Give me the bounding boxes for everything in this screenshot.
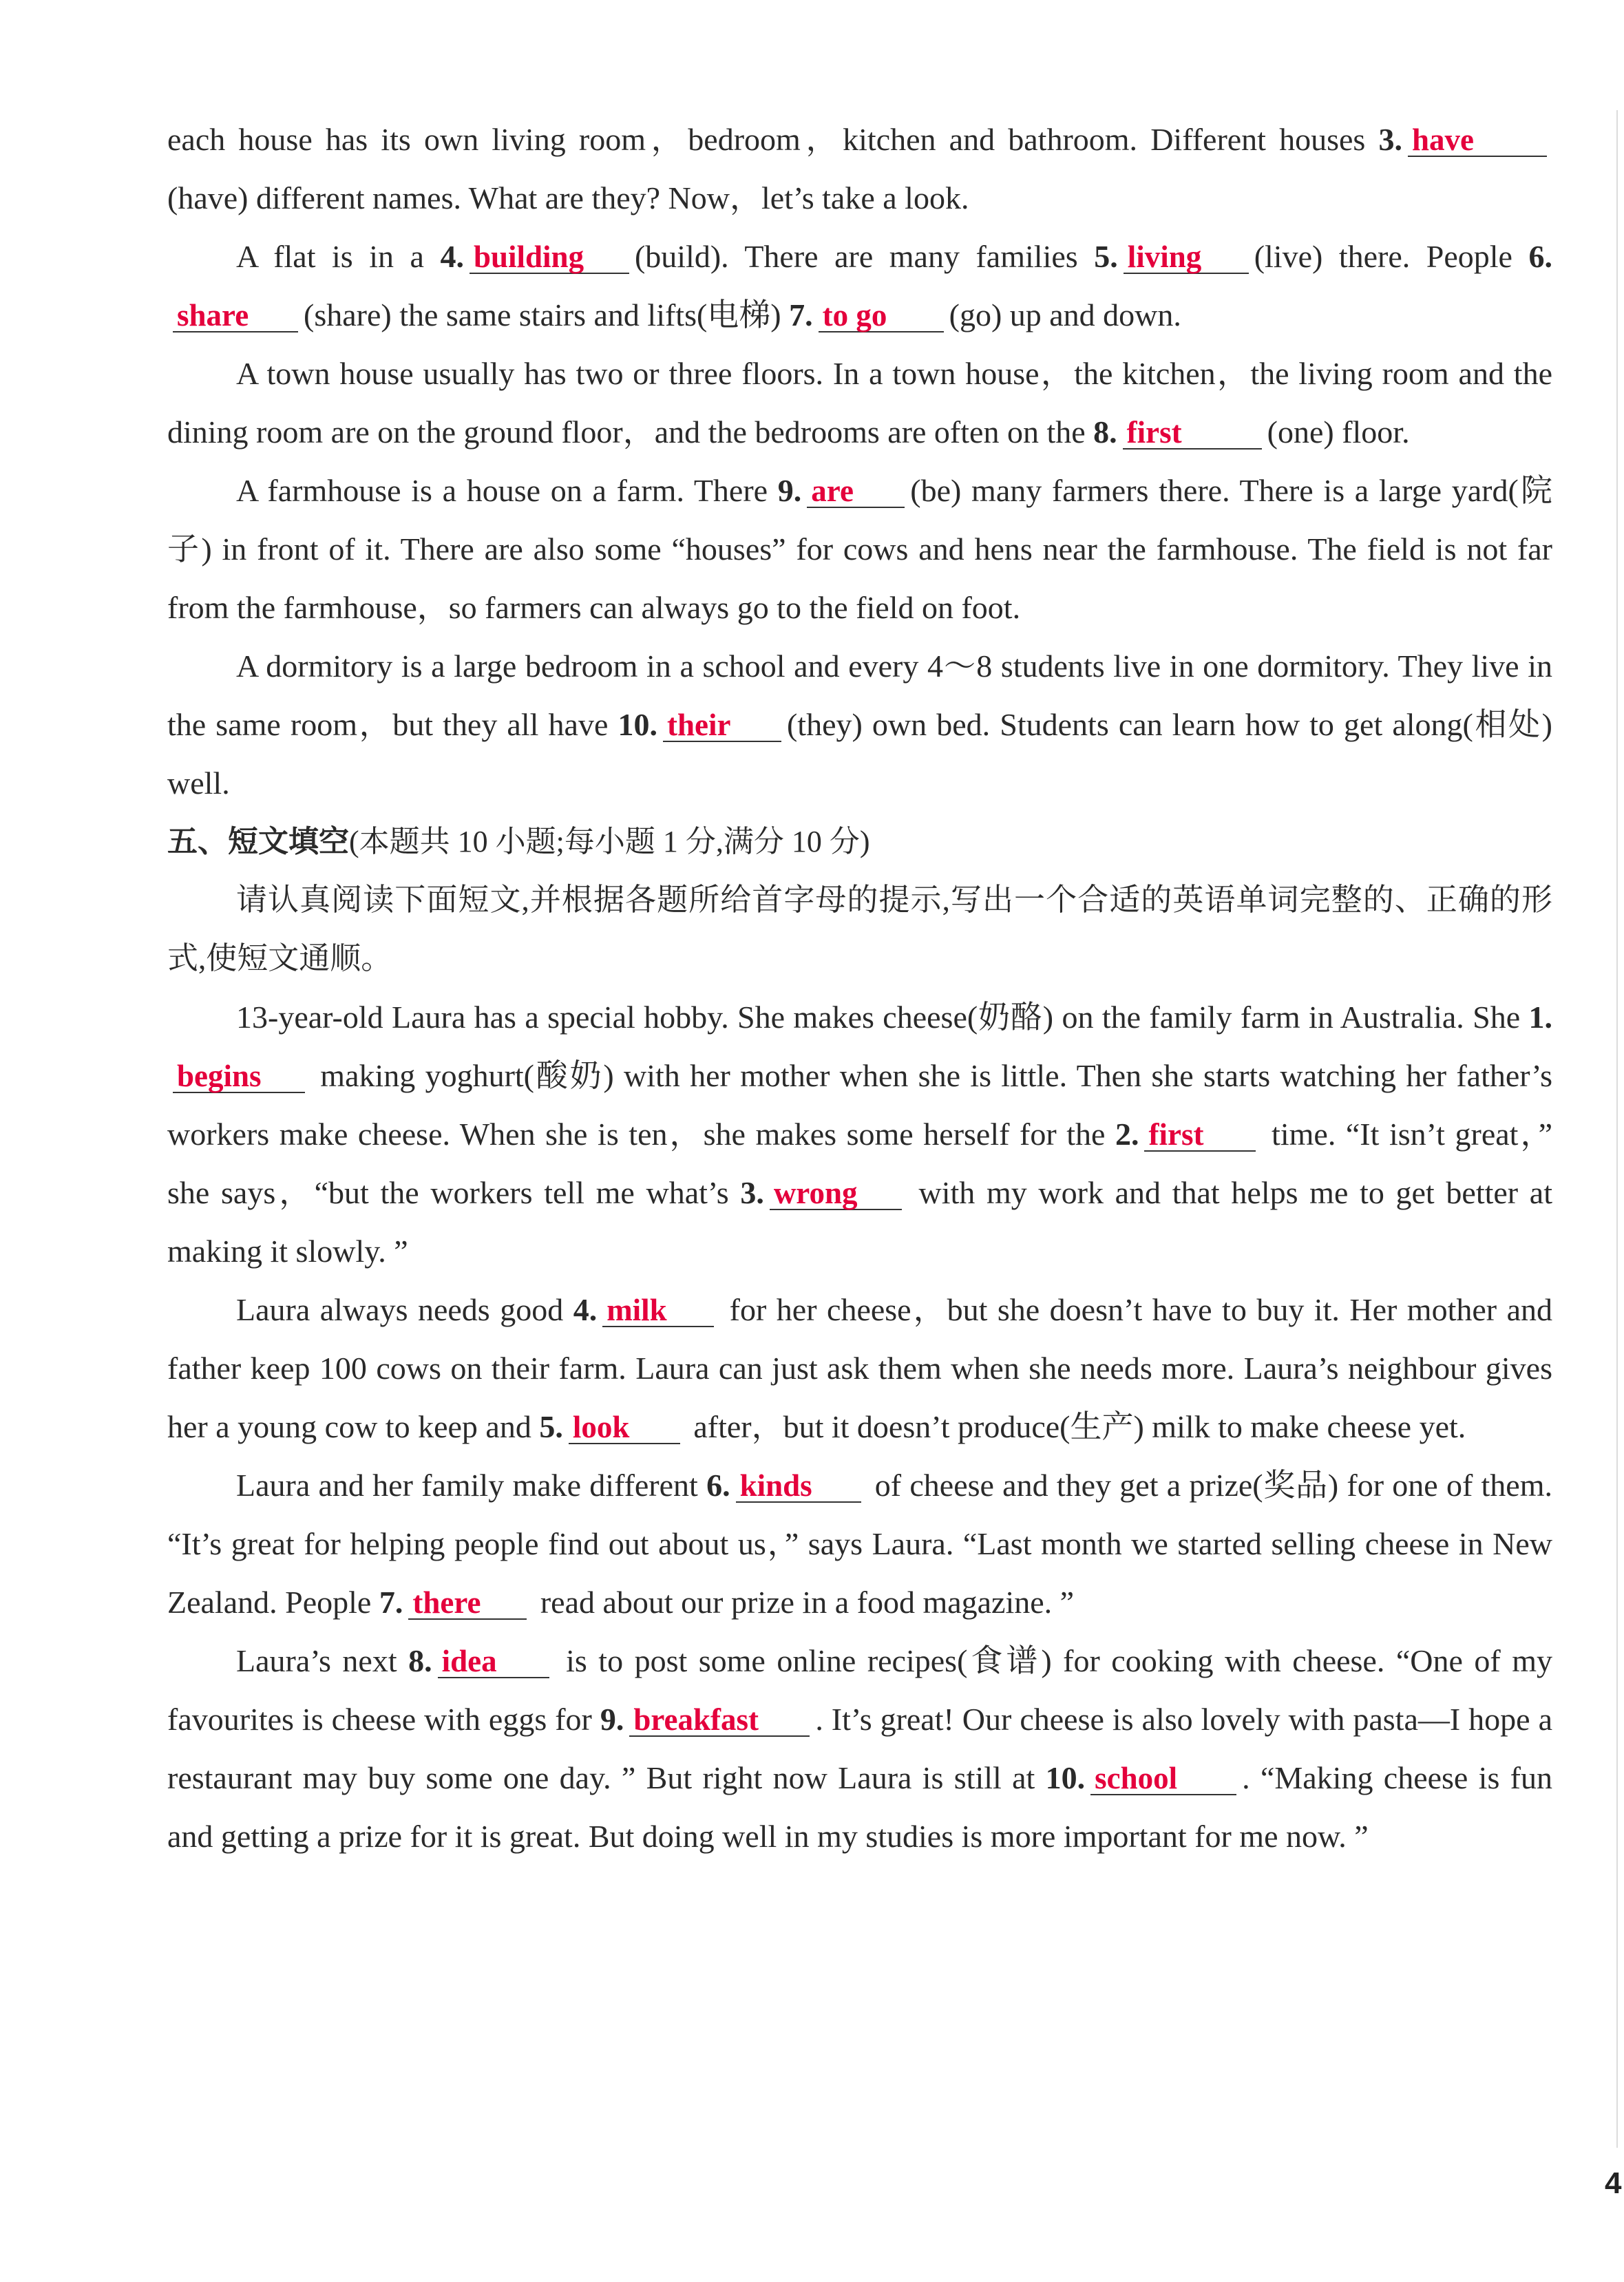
- text-run: . “Making cheese is fun and getting a prize for it is great. But doing well in my studies is more important for me now. ”: [167, 1760, 1552, 1854]
- answer-text: to go: [822, 298, 887, 332]
- answer-text: look: [572, 1410, 630, 1444]
- answer-text: first: [1126, 415, 1182, 450]
- question-number: 6.: [1528, 239, 1552, 274]
- text-run: (go) up and down.: [949, 297, 1181, 332]
- answer-text: their: [666, 708, 731, 742]
- page-edge-line: [1616, 110, 1618, 2148]
- answer-blank: [1123, 416, 1262, 450]
- question-number: 10.: [618, 707, 657, 742]
- answer-blank: [438, 1645, 549, 1678]
- text-run: (share) the same stairs and lifts(电梯): [304, 297, 790, 332]
- answer-blank: [173, 299, 298, 332]
- text-run: . It’s great! Our cheese is also lovely with pasta—I hope a restaurant may buy some one day. ” But right now Laura is still at: [167, 1702, 1552, 1795]
- heading-note: (本题共 10 小题;每小题 1 分,满分 10 分): [349, 825, 870, 858]
- answer-text: idea: [441, 1644, 497, 1678]
- question-number: 5.: [539, 1409, 563, 1444]
- question-number: 5.: [1094, 239, 1118, 274]
- question-number: 8.: [1093, 414, 1117, 450]
- paragraph: [167, 637, 1552, 812]
- answer-blank: [602, 1294, 714, 1327]
- answer-text: share: [177, 298, 249, 332]
- question-number: 9.: [777, 473, 802, 508]
- question-number: 7.: [789, 297, 813, 332]
- question-number: 10.: [1045, 1760, 1086, 1795]
- answer-blank: [1144, 1119, 1256, 1152]
- paragraph: [167, 227, 1552, 344]
- question-number: 7.: [379, 1585, 403, 1620]
- text-run: 13-year-old Laura has a special hobby. She makes cheese(奶酪) on the family farm in Australia. She: [236, 1000, 1529, 1035]
- text-run: (be) many farmers there. There is a large yard(院子) in front of it. There are also some “houses” for cows and hens near the farmhouse. The field is not far from the farmhouse，so farmers can always go to the field on foot.: [167, 473, 1553, 625]
- answer-text: building: [473, 240, 584, 274]
- text-run: (they) own bed. Students can learn how to get along(相处) well.: [167, 707, 1552, 801]
- text-run: Laura’s next: [236, 1643, 409, 1678]
- text-run: (one) floor.: [1267, 414, 1410, 450]
- text-run: (live) there. People: [1254, 239, 1529, 274]
- text-run: 请认真阅读下面短文,并根据各题所给首字母的提示,写出一个合适的英语单词完整的、正确的形式,使短文通顺。: [167, 883, 1552, 975]
- text-run: (have) different names. What are they? Now，let’s take a look.: [167, 180, 969, 215]
- answer-blank: [807, 475, 905, 508]
- answer-blank: [173, 1060, 305, 1093]
- section-heading: [167, 812, 1552, 871]
- text-run: A farmhouse is a house on a farm. There: [236, 473, 778, 508]
- text-run: making yoghurt(酸奶) with her mother when she is little. Then she starts watching her father’s workers make cheese. When she is ten，she makes some herself for the: [167, 1058, 1552, 1152]
- answer-blank: [736, 1470, 861, 1503]
- text-run: time. “It isn’t great，” she says，“but the workers tell me what’s: [167, 1117, 1552, 1210]
- paragraph: [167, 461, 1552, 637]
- answer-blank: [819, 299, 944, 332]
- text-run: Laura and her family make different: [236, 1468, 707, 1503]
- question-number: 9.: [600, 1702, 624, 1737]
- text-run: is to post some online recipes(食谱) for cooking with cheese. “One of my favourites is cheese with eggs for: [167, 1643, 1552, 1737]
- text-run: after，but it doesn’t produce(生产) milk to make cheese yet.: [685, 1409, 1466, 1444]
- answer-blank: [1090, 1762, 1236, 1795]
- answer-text: school: [1095, 1761, 1178, 1795]
- answer-blank: [1408, 124, 1547, 157]
- text-run: A flat is in a: [236, 239, 441, 274]
- answer-text: have: [1412, 123, 1474, 157]
- answer-text: wrong: [773, 1176, 858, 1210]
- text-run: 五、短文填空: [167, 825, 349, 858]
- text-run: for her cheese，but she doesn’t have to buy it. Her mother and father keep 100 cows on their farm. Laura can just ask them when she needs more. Laura’s neighbour gives her a young cow to keep and: [167, 1292, 1552, 1444]
- paragraph: [167, 110, 1552, 227]
- answer-blank: [663, 709, 781, 742]
- answer-text: there: [412, 1585, 481, 1620]
- answer-blank: [470, 241, 629, 274]
- answer-text: are: [811, 474, 854, 508]
- text-run: (build). There are many families: [634, 239, 1095, 274]
- text-run: read about our prize in a food magazine. ”: [532, 1585, 1075, 1620]
- page-content: [167, 110, 1552, 1866]
- paragraph: [167, 1456, 1552, 1631]
- text-run: A dormitory is a large bedroom in a school and every 4～8 students live in one dormitory. They live in the same room，but they all have: [167, 648, 1552, 742]
- answer-text: living: [1127, 240, 1202, 274]
- question-number: 3.: [1378, 122, 1402, 157]
- answer-text: begins: [177, 1059, 262, 1093]
- page-number: 4: [1605, 2166, 1622, 2200]
- text-run: of cheese and they get a prize(奖品) for one of them. “It’s great for helping people find out about us，” says Laura. “Last month we started selling cheese in New Zealand. People: [167, 1468, 1552, 1620]
- answer-blank: [569, 1411, 680, 1444]
- answer-blank: [629, 1704, 810, 1737]
- answer-blank: [1124, 241, 1249, 274]
- paragraph: [167, 344, 1552, 461]
- text-run: each house has its own living room，bedroom，kitchen and bathroom. Different houses: [167, 122, 1379, 157]
- question-number: 8.: [408, 1643, 432, 1678]
- question-number: 3.: [740, 1175, 764, 1210]
- answer-text: first: [1148, 1117, 1204, 1152]
- question-number: 4.: [440, 239, 464, 274]
- question-number: 6.: [706, 1468, 730, 1503]
- answer-text: kinds: [739, 1468, 812, 1503]
- answer-blank: [408, 1587, 527, 1620]
- paragraph: [167, 1280, 1552, 1456]
- paragraph: [167, 988, 1552, 1280]
- paragraph: [167, 1631, 1552, 1866]
- text-run: with my work and that helps me to get better at making it slowly. ”: [167, 1175, 1552, 1269]
- answer-text: breakfast: [633, 1702, 759, 1737]
- question-number: 2.: [1115, 1117, 1139, 1152]
- text-run: A town house usually has two or three floors. In a town house，the kitchen，the living room and the dining room are on the ground floor，and the bedrooms are often on the: [167, 356, 1552, 450]
- answer-blank: [770, 1177, 902, 1210]
- text-run: Laura always needs good: [236, 1292, 573, 1327]
- paragraph: [167, 871, 1552, 988]
- question-number: 1.: [1528, 1000, 1552, 1035]
- answer-text: milk: [607, 1293, 667, 1327]
- question-number: 4.: [573, 1292, 598, 1327]
